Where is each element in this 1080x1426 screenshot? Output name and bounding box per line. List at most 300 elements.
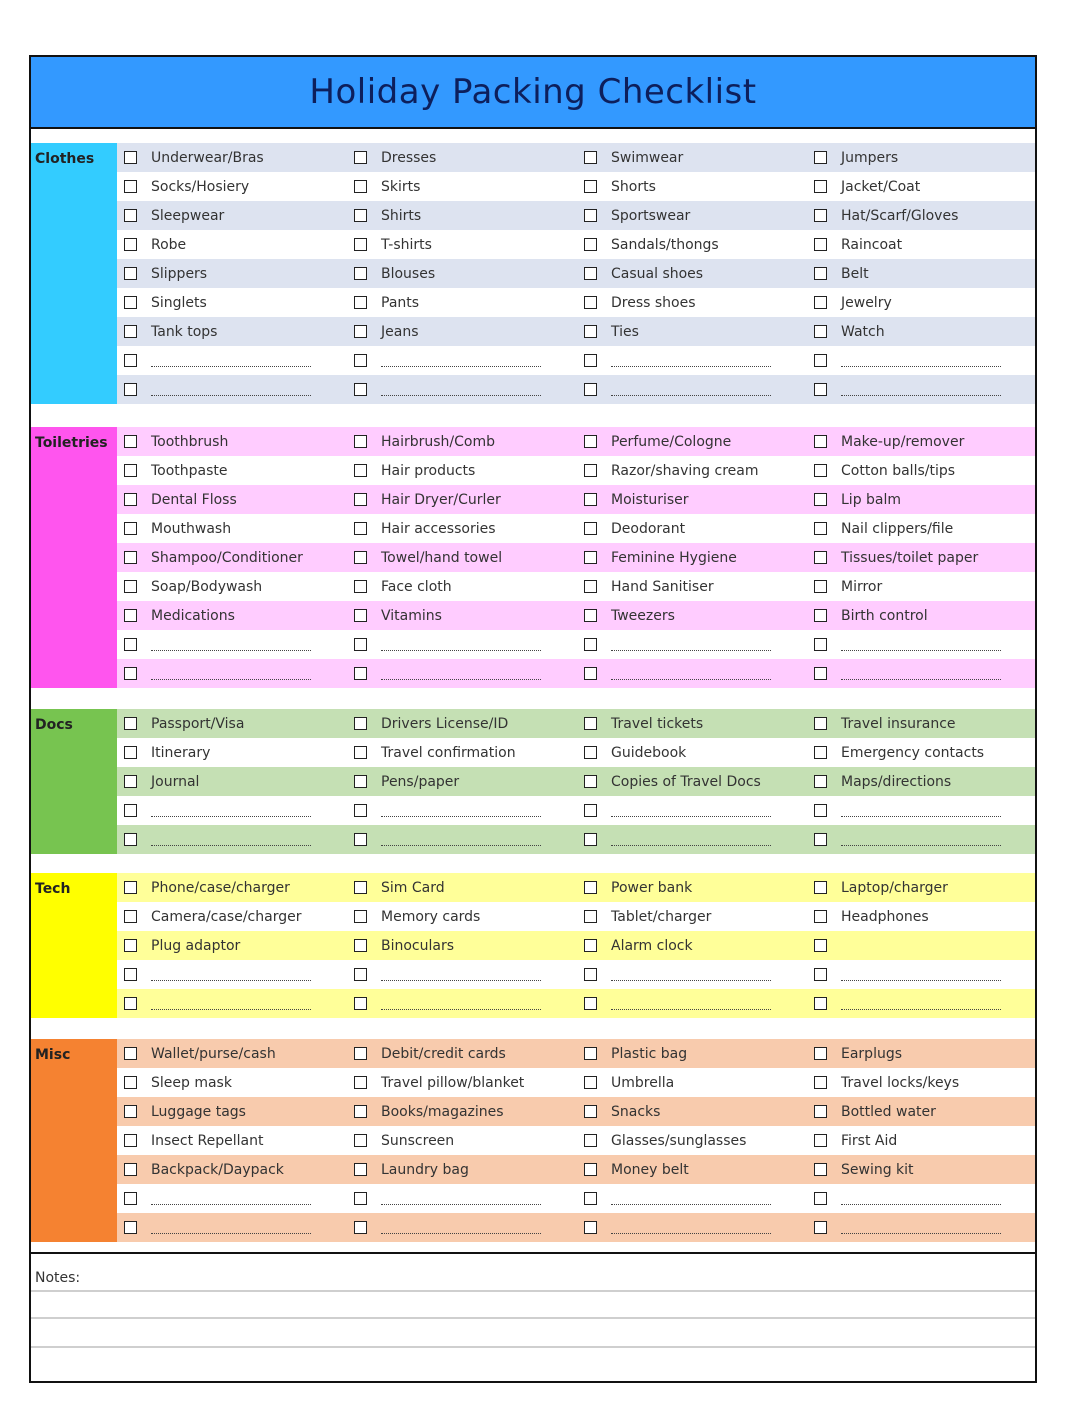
checkbox[interactable]: [584, 1047, 597, 1060]
checklist-item[interactable]: [577, 317, 805, 346]
write-in-line[interactable]: [611, 1192, 771, 1205]
checkbox[interactable]: [814, 383, 827, 396]
checklist-item[interactable]: [347, 259, 575, 288]
checkbox[interactable]: [584, 717, 597, 730]
checkbox[interactable]: [814, 1134, 827, 1147]
checkbox[interactable]: [354, 1163, 367, 1176]
checkbox[interactable]: [584, 910, 597, 923]
checkbox[interactable]: [814, 910, 827, 923]
checklist-item[interactable]: [807, 989, 1035, 1018]
checklist-item[interactable]: [117, 1097, 345, 1126]
checklist-item[interactable]: [807, 1213, 1035, 1242]
checklist-item[interactable]: [807, 796, 1035, 825]
checklist-item[interactable]: [577, 1126, 805, 1155]
checklist-item[interactable]: [807, 630, 1035, 659]
checkbox[interactable]: [814, 209, 827, 222]
checklist-item[interactable]: [807, 201, 1035, 230]
checklist-item[interactable]: [807, 543, 1035, 572]
checkbox[interactable]: [814, 267, 827, 280]
write-in-line[interactable]: [611, 667, 771, 680]
checkbox[interactable]: [584, 580, 597, 593]
checklist-item[interactable]: [347, 485, 575, 514]
checklist-item[interactable]: [347, 659, 575, 688]
checkbox[interactable]: [124, 717, 137, 730]
write-in-line[interactable]: [611, 804, 771, 817]
write-in-line[interactable]: [611, 997, 771, 1010]
write-in-line[interactable]: [151, 1192, 311, 1205]
checkbox[interactable]: [124, 968, 137, 981]
checkbox[interactable]: [124, 267, 137, 280]
checkbox[interactable]: [124, 296, 137, 309]
checklist-item[interactable]: [577, 601, 805, 630]
checklist-item[interactable]: [117, 630, 345, 659]
checkbox[interactable]: [584, 667, 597, 680]
write-in-line[interactable]: [611, 833, 771, 846]
checklist-item[interactable]: [577, 375, 805, 404]
write-in-line[interactable]: [841, 997, 1001, 1010]
checkbox[interactable]: [814, 325, 827, 338]
checklist-item[interactable]: [117, 572, 345, 601]
checklist-item[interactable]: [807, 902, 1035, 931]
checklist-item[interactable]: [577, 873, 805, 902]
checklist-item[interactable]: [347, 989, 575, 1018]
checklist-item[interactable]: [807, 1068, 1035, 1097]
checklist-item[interactable]: [347, 1155, 575, 1184]
checklist-item[interactable]: [807, 601, 1035, 630]
checkbox[interactable]: [124, 775, 137, 788]
checkbox[interactable]: [354, 997, 367, 1010]
checkbox[interactable]: [124, 609, 137, 622]
checkbox[interactable]: [124, 1192, 137, 1205]
checklist-item[interactable]: [117, 514, 345, 543]
checkbox[interactable]: [584, 997, 597, 1010]
checkbox[interactable]: [814, 180, 827, 193]
checklist-item[interactable]: [117, 1155, 345, 1184]
checklist-item[interactable]: [117, 873, 345, 902]
checkbox[interactable]: [124, 493, 137, 506]
checklist-item[interactable]: [347, 1184, 575, 1213]
checkbox[interactable]: [584, 151, 597, 164]
checkbox[interactable]: [584, 325, 597, 338]
checkbox[interactable]: [814, 296, 827, 309]
checkbox[interactable]: [584, 296, 597, 309]
checklist-item[interactable]: [577, 288, 805, 317]
checkbox[interactable]: [814, 1221, 827, 1234]
checklist-item[interactable]: [347, 427, 575, 456]
checklist-item[interactable]: [117, 709, 345, 738]
checkbox[interactable]: [124, 939, 137, 952]
write-in-line[interactable]: [841, 833, 1001, 846]
checklist-item[interactable]: [117, 485, 345, 514]
checklist-item[interactable]: [117, 738, 345, 767]
checkbox[interactable]: [124, 435, 137, 448]
checkbox[interactable]: [584, 833, 597, 846]
checkbox[interactable]: [814, 580, 827, 593]
checklist-item[interactable]: [347, 346, 575, 375]
checklist-item[interactable]: [347, 172, 575, 201]
checkbox[interactable]: [354, 609, 367, 622]
checklist-item[interactable]: [577, 427, 805, 456]
checkbox[interactable]: [814, 968, 827, 981]
checklist-item[interactable]: [577, 485, 805, 514]
write-in-line[interactable]: [611, 383, 771, 396]
write-in-line[interactable]: [841, 968, 1001, 981]
checklist-item[interactable]: [347, 709, 575, 738]
checklist-item[interactable]: [347, 201, 575, 230]
checklist-item[interactable]: [347, 375, 575, 404]
write-in-line[interactable]: [381, 833, 541, 846]
checkbox[interactable]: [354, 775, 367, 788]
checklist-item[interactable]: [807, 172, 1035, 201]
checkbox[interactable]: [584, 1221, 597, 1234]
write-in-line[interactable]: [611, 968, 771, 981]
checkbox[interactable]: [354, 667, 367, 680]
checklist-item[interactable]: [577, 1039, 805, 1068]
checkbox[interactable]: [584, 1163, 597, 1176]
checklist-item[interactable]: [347, 767, 575, 796]
checkbox[interactable]: [354, 638, 367, 651]
checklist-item[interactable]: [577, 931, 805, 960]
checkbox[interactable]: [354, 881, 367, 894]
checklist-item[interactable]: [117, 931, 345, 960]
checkbox[interactable]: [584, 881, 597, 894]
checklist-item[interactable]: [117, 1039, 345, 1068]
checklist-item[interactable]: [577, 659, 805, 688]
write-in-line[interactable]: [841, 383, 1001, 396]
checkbox[interactable]: [814, 609, 827, 622]
checklist-item[interactable]: [117, 143, 345, 172]
checkbox[interactable]: [814, 435, 827, 448]
checklist-item[interactable]: [117, 375, 345, 404]
checkbox[interactable]: [354, 464, 367, 477]
checkbox[interactable]: [124, 881, 137, 894]
checkbox[interactable]: [814, 1047, 827, 1060]
checklist-item[interactable]: [347, 902, 575, 931]
checkbox[interactable]: [354, 833, 367, 846]
checklist-item[interactable]: [347, 456, 575, 485]
checkbox[interactable]: [354, 209, 367, 222]
checkbox[interactable]: [124, 1105, 137, 1118]
checkbox[interactable]: [354, 151, 367, 164]
checklist-item[interactable]: [577, 1184, 805, 1213]
checklist-item[interactable]: [347, 543, 575, 572]
write-in-line[interactable]: [151, 968, 311, 981]
checkbox[interactable]: [814, 638, 827, 651]
checklist-item[interactable]: [807, 873, 1035, 902]
checkbox[interactable]: [354, 580, 367, 593]
checkbox[interactable]: [584, 1134, 597, 1147]
checkbox[interactable]: [814, 939, 827, 952]
checklist-item[interactable]: [117, 1126, 345, 1155]
checklist-item[interactable]: [807, 456, 1035, 485]
checkbox[interactable]: [584, 609, 597, 622]
checklist-item[interactable]: [807, 572, 1035, 601]
checkbox[interactable]: [584, 1076, 597, 1089]
checklist-item[interactable]: [807, 1184, 1035, 1213]
checklist-item[interactable]: [117, 230, 345, 259]
checklist-item[interactable]: [577, 630, 805, 659]
checkbox[interactable]: [814, 833, 827, 846]
checklist-item[interactable]: [807, 825, 1035, 854]
checklist-item[interactable]: [807, 514, 1035, 543]
checkbox[interactable]: [584, 551, 597, 564]
checkbox[interactable]: [354, 746, 367, 759]
checklist-item[interactable]: [117, 259, 345, 288]
checklist-item[interactable]: [807, 738, 1035, 767]
write-in-line[interactable]: [381, 1221, 541, 1234]
checkbox[interactable]: [354, 717, 367, 730]
checklist-item[interactable]: [577, 543, 805, 572]
checkbox[interactable]: [584, 804, 597, 817]
checkbox[interactable]: [584, 267, 597, 280]
write-in-line[interactable]: [841, 1221, 1001, 1234]
checklist-item[interactable]: [807, 288, 1035, 317]
checkbox[interactable]: [584, 383, 597, 396]
checkbox[interactable]: [354, 1134, 367, 1147]
checkbox[interactable]: [124, 551, 137, 564]
checkbox[interactable]: [124, 1163, 137, 1176]
checklist-item[interactable]: [117, 659, 345, 688]
write-in-line[interactable]: [151, 804, 311, 817]
checkbox[interactable]: [584, 180, 597, 193]
checklist-item[interactable]: [807, 375, 1035, 404]
checklist-item[interactable]: [347, 738, 575, 767]
checkbox[interactable]: [354, 1105, 367, 1118]
checklist-item[interactable]: [807, 709, 1035, 738]
checkbox[interactable]: [814, 464, 827, 477]
checklist-item[interactable]: [577, 1155, 805, 1184]
checklist-item[interactable]: [577, 738, 805, 767]
checkbox[interactable]: [124, 325, 137, 338]
write-in-line[interactable]: [151, 997, 311, 1010]
checklist-item[interactable]: [347, 931, 575, 960]
checklist-item[interactable]: [117, 543, 345, 572]
checklist-item[interactable]: [577, 572, 805, 601]
write-in-line[interactable]: [381, 804, 541, 817]
checklist-item[interactable]: [117, 902, 345, 931]
checkbox[interactable]: [814, 1192, 827, 1205]
checkbox[interactable]: [584, 493, 597, 506]
checklist-item[interactable]: [577, 989, 805, 1018]
write-in-line[interactable]: [381, 383, 541, 396]
checkbox[interactable]: [354, 939, 367, 952]
checkbox[interactable]: [124, 1134, 137, 1147]
checkbox[interactable]: [354, 354, 367, 367]
checkbox[interactable]: [584, 638, 597, 651]
write-in-line[interactable]: [841, 354, 1001, 367]
checkbox[interactable]: [584, 209, 597, 222]
checklist-item[interactable]: [807, 931, 1035, 960]
write-in-line[interactable]: [381, 354, 541, 367]
write-in-line[interactable]: [841, 638, 1001, 651]
checklist-item[interactable]: [577, 825, 805, 854]
write-in-line[interactable]: [611, 638, 771, 651]
checklist-item[interactable]: [577, 767, 805, 796]
checklist-item[interactable]: [347, 230, 575, 259]
checkbox[interactable]: [124, 667, 137, 680]
checklist-item[interactable]: [117, 960, 345, 989]
checkbox[interactable]: [354, 1047, 367, 1060]
write-in-line[interactable]: [381, 1192, 541, 1205]
checkbox[interactable]: [354, 1221, 367, 1234]
checkbox[interactable]: [814, 746, 827, 759]
checkbox[interactable]: [584, 354, 597, 367]
notes-area[interactable]: [31, 1252, 1035, 1380]
checklist-item[interactable]: [117, 172, 345, 201]
checkbox[interactable]: [124, 1076, 137, 1089]
checklist-item[interactable]: [347, 572, 575, 601]
checkbox[interactable]: [584, 968, 597, 981]
checkbox[interactable]: [354, 1076, 367, 1089]
checkbox[interactable]: [584, 464, 597, 477]
checkbox[interactable]: [354, 435, 367, 448]
write-in-line[interactable]: [381, 997, 541, 1010]
checkbox[interactable]: [124, 522, 137, 535]
checkbox[interactable]: [584, 238, 597, 251]
checklist-item[interactable]: [347, 1039, 575, 1068]
checklist-item[interactable]: [807, 960, 1035, 989]
checkbox[interactable]: [124, 209, 137, 222]
checkbox[interactable]: [354, 804, 367, 817]
checkbox[interactable]: [354, 910, 367, 923]
checklist-item[interactable]: [577, 143, 805, 172]
checklist-item[interactable]: [117, 1213, 345, 1242]
checkbox[interactable]: [124, 910, 137, 923]
checklist-item[interactable]: [807, 1097, 1035, 1126]
checklist-item[interactable]: [807, 659, 1035, 688]
checkbox[interactable]: [124, 180, 137, 193]
write-in-line[interactable]: [611, 1221, 771, 1234]
write-in-line[interactable]: [841, 804, 1001, 817]
write-in-line[interactable]: [151, 667, 311, 680]
checkbox[interactable]: [814, 238, 827, 251]
write-in-line[interactable]: [841, 667, 1001, 680]
checkbox[interactable]: [814, 1076, 827, 1089]
write-in-line[interactable]: [841, 1192, 1001, 1205]
checklist-item[interactable]: [117, 456, 345, 485]
checkbox[interactable]: [584, 1192, 597, 1205]
checklist-item[interactable]: [577, 230, 805, 259]
checkbox[interactable]: [584, 1105, 597, 1118]
checklist-item[interactable]: [807, 1126, 1035, 1155]
checklist-item[interactable]: [807, 346, 1035, 375]
write-in-line[interactable]: [151, 383, 311, 396]
checklist-item[interactable]: [117, 201, 345, 230]
checklist-item[interactable]: [807, 143, 1035, 172]
write-in-line[interactable]: [381, 968, 541, 981]
checkbox[interactable]: [124, 997, 137, 1010]
write-in-line[interactable]: [381, 638, 541, 651]
checklist-item[interactable]: [117, 317, 345, 346]
checkbox[interactable]: [124, 804, 137, 817]
checkbox[interactable]: [354, 238, 367, 251]
checklist-item[interactable]: [577, 514, 805, 543]
checklist-item[interactable]: [117, 767, 345, 796]
checkbox[interactable]: [814, 997, 827, 1010]
checkbox[interactable]: [354, 551, 367, 564]
checkbox[interactable]: [354, 180, 367, 193]
checklist-item[interactable]: [347, 317, 575, 346]
checklist-item[interactable]: [117, 989, 345, 1018]
checklist-item[interactable]: [347, 288, 575, 317]
checkbox[interactable]: [124, 1221, 137, 1234]
checklist-item[interactable]: [347, 796, 575, 825]
checklist-item[interactable]: [807, 1155, 1035, 1184]
checkbox[interactable]: [584, 775, 597, 788]
checkbox[interactable]: [124, 746, 137, 759]
checklist-item[interactable]: [807, 485, 1035, 514]
checkbox[interactable]: [124, 383, 137, 396]
checklist-item[interactable]: [577, 709, 805, 738]
checklist-item[interactable]: [807, 427, 1035, 456]
checklist-item[interactable]: [117, 601, 345, 630]
checkbox[interactable]: [814, 1105, 827, 1118]
checklist-item[interactable]: [347, 1097, 575, 1126]
checkbox[interactable]: [124, 638, 137, 651]
checklist-item[interactable]: [347, 514, 575, 543]
checklist-item[interactable]: [347, 1213, 575, 1242]
checkbox[interactable]: [584, 939, 597, 952]
write-in-line[interactable]: [151, 354, 311, 367]
write-in-line[interactable]: [151, 1221, 311, 1234]
checklist-item[interactable]: [577, 259, 805, 288]
checklist-item[interactable]: [807, 230, 1035, 259]
checkbox[interactable]: [124, 833, 137, 846]
checklist-item[interactable]: [347, 873, 575, 902]
checklist-item[interactable]: [117, 288, 345, 317]
checkbox[interactable]: [814, 354, 827, 367]
checklist-item[interactable]: [347, 1126, 575, 1155]
checklist-item[interactable]: [807, 767, 1035, 796]
write-in-line[interactable]: [151, 638, 311, 651]
checklist-item[interactable]: [347, 630, 575, 659]
checklist-item[interactable]: [807, 259, 1035, 288]
checkbox[interactable]: [124, 354, 137, 367]
checkbox[interactable]: [124, 1047, 137, 1060]
checklist-item[interactable]: [577, 172, 805, 201]
checkbox[interactable]: [814, 881, 827, 894]
checkbox[interactable]: [354, 383, 367, 396]
checklist-item[interactable]: [347, 1068, 575, 1097]
checkbox[interactable]: [814, 551, 827, 564]
checklist-item[interactable]: [577, 960, 805, 989]
checkbox[interactable]: [584, 746, 597, 759]
checkbox[interactable]: [354, 1192, 367, 1205]
checkbox[interactable]: [814, 667, 827, 680]
checkbox[interactable]: [814, 151, 827, 164]
checkbox[interactable]: [124, 580, 137, 593]
checkbox[interactable]: [354, 267, 367, 280]
checkbox[interactable]: [814, 775, 827, 788]
checklist-item[interactable]: [577, 796, 805, 825]
checklist-item[interactable]: [347, 825, 575, 854]
checkbox[interactable]: [584, 522, 597, 535]
checkbox[interactable]: [354, 522, 367, 535]
checklist-item[interactable]: [577, 902, 805, 931]
checklist-item[interactable]: [807, 317, 1035, 346]
checkbox[interactable]: [354, 493, 367, 506]
checklist-item[interactable]: [117, 825, 345, 854]
checkbox[interactable]: [814, 717, 827, 730]
checkbox[interactable]: [354, 296, 367, 309]
checkbox[interactable]: [584, 435, 597, 448]
write-in-line[interactable]: [381, 667, 541, 680]
checkbox[interactable]: [124, 151, 137, 164]
checklist-item[interactable]: [577, 1213, 805, 1242]
checklist-item[interactable]: [807, 1039, 1035, 1068]
checkbox[interactable]: [354, 325, 367, 338]
checklist-item[interactable]: [577, 201, 805, 230]
